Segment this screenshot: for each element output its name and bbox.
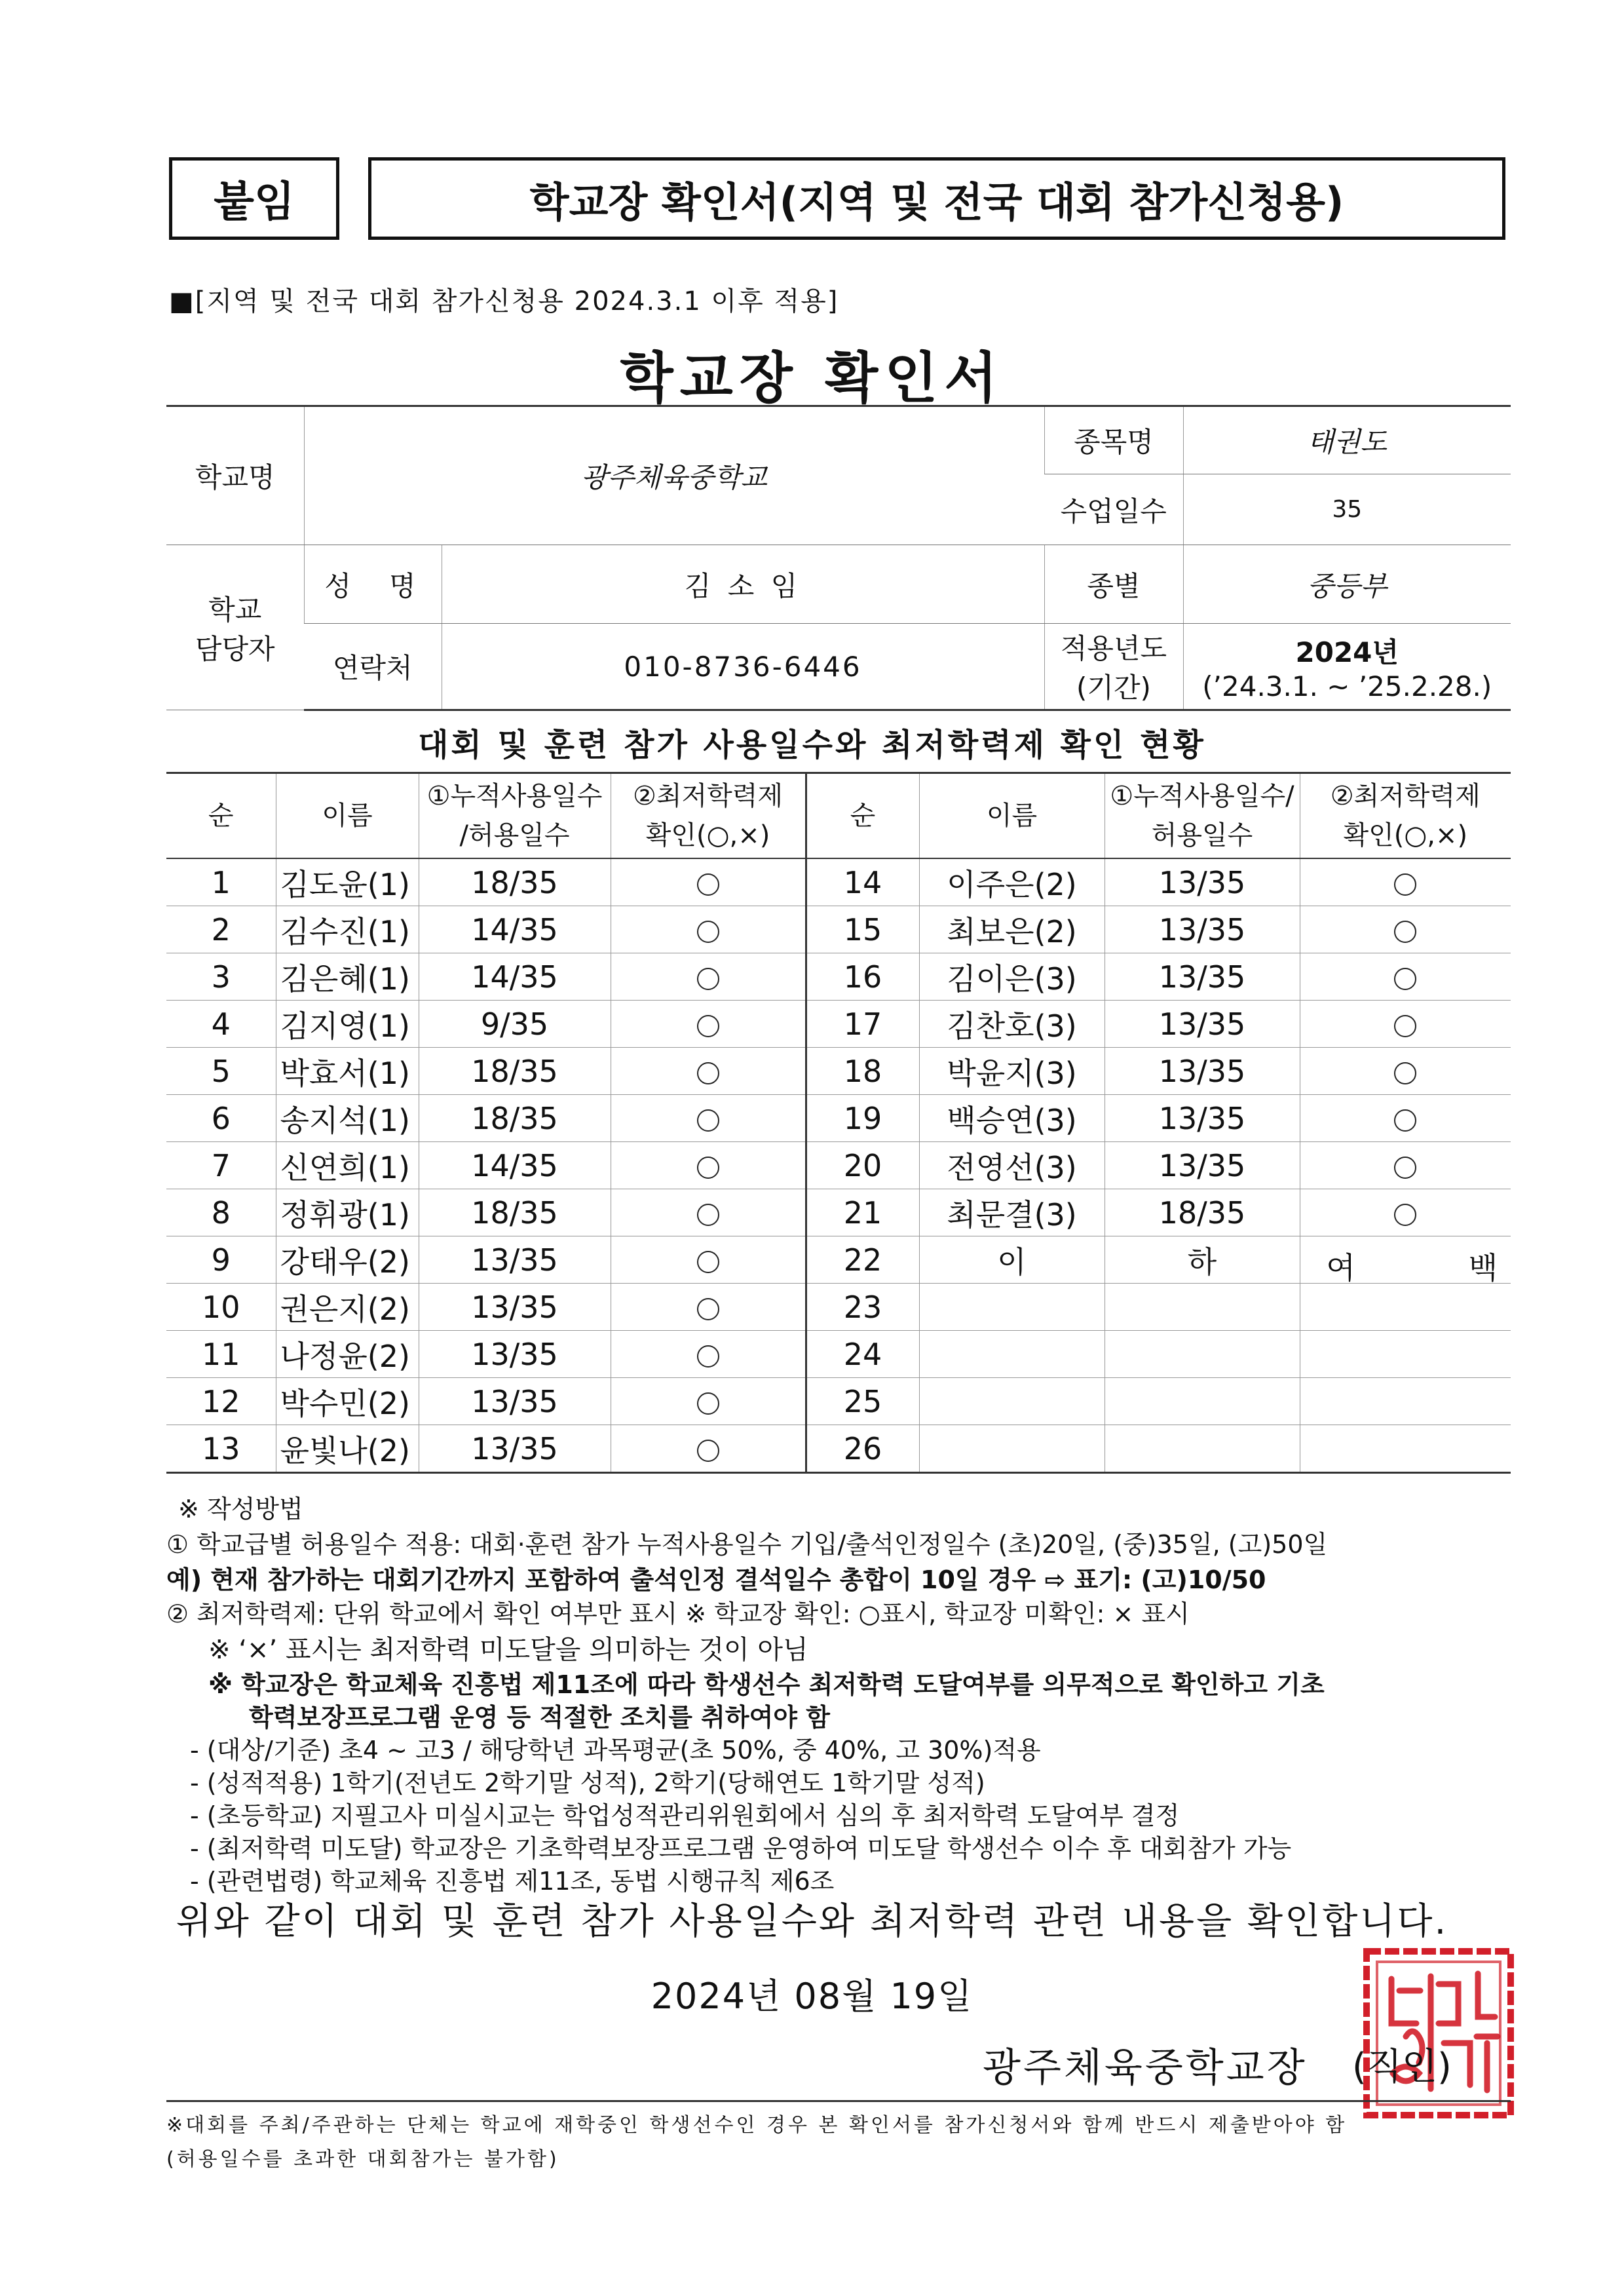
student-name (919, 1425, 1105, 1473)
confirmation-sentence: 위와 같이 대회 및 훈련 참가 사용일수와 최저학력 관련 내용을 확인합니다. (176, 1900, 1448, 1943)
confirmed-circle-icon (697, 1204, 719, 1226)
school-info-table (166, 405, 1511, 711)
section-heading: 대회 및 훈련 참가 사용일수와 최저학력제 확인 현황 (418, 727, 1206, 763)
col-min-left-line1: ②최저학력제 (632, 781, 784, 811)
confirmed-circle-icon (1394, 921, 1416, 943)
blank-marker (1300, 1236, 1511, 1284)
used-days: 9/35 (419, 1001, 611, 1048)
table-row (166, 953, 1511, 1001)
min-academic-check (611, 1378, 806, 1425)
table-row (166, 1284, 1511, 1331)
col-days-left-line2: /허용일수 (459, 820, 570, 851)
row-no: 18 (806, 1048, 919, 1095)
method-line-11: - (관련법령) 학교체육 진흥법 제11조, 동법 시행규칙 제6조 (190, 1867, 835, 1896)
confirmed-circle-icon (1394, 1157, 1416, 1179)
table-row (166, 1236, 1511, 1284)
method-line-10: - (최저학력 미도달) 학교장은 기초학력보장프로그램 운영하여 미도달 학생선수 이수 후 대회참가 가능 (190, 1834, 1292, 1863)
student-name: 최보은(2) (919, 906, 1105, 953)
row-no: 8 (166, 1189, 276, 1236)
contact-value: 010-8736-6446 (442, 624, 1044, 710)
min-academic-check (1300, 1048, 1511, 1095)
apply-year-label (1044, 624, 1183, 710)
col-no-left: 순 (166, 773, 276, 859)
official-seal-icon (1360, 1945, 1517, 2122)
student-name: 김도윤(1) (276, 858, 419, 906)
manager-label-line1: 학교 (208, 593, 262, 626)
min-academic-check (1300, 1284, 1511, 1331)
student-name: 박윤지(3) (919, 1048, 1105, 1095)
used-days: 18/35 (419, 1095, 611, 1142)
apply-year-label-line2: (기간) (1076, 672, 1151, 704)
school-name-value: 광주체육중학교 (304, 406, 1044, 545)
confirmed-circle-icon (697, 1157, 719, 1179)
footer-note: ※대회를 주최/주관하는 단체는 학교에 재학중인 학생선수인 경우 본 확인서를 참가신청서와 함께 반드시 제출받아야 함 (166, 2114, 1348, 2137)
method-line-2: 예) 현재 참가하는 대회기간까지 포함하여 출석인정 결석일수 총합이 10일 경우 ⇨ 표기: (고)10/50 (166, 1565, 1266, 1594)
footer-divider (166, 2100, 1511, 2102)
student-name: 박수민(2) (276, 1378, 419, 1425)
blank-marker: 하 (1105, 1236, 1300, 1284)
applicability-note: ■[지역 및 전국 대회 참가신청용 2024.3.1 이후 적용] (169, 286, 839, 316)
method-line-7: - (대상/기준) 초4 ~ 고3 / 해당학년 과목평균(초 50%, 중 40%, 고 30%)적용 (190, 1736, 1041, 1765)
confirmed-circle-icon (1394, 1062, 1416, 1084)
row-no: 13 (166, 1425, 276, 1473)
col-days-right-line1: ①누적사용일수/ (1110, 781, 1294, 811)
blank-marker-d: 백 (1468, 1250, 1498, 1286)
min-academic-check (611, 1425, 806, 1473)
confirmed-circle-icon (697, 1015, 719, 1037)
blank-marker: 이 (919, 1236, 1105, 1284)
confirmed-circle-icon (697, 873, 719, 896)
document-title: 학교장 확인서 (620, 346, 1004, 410)
min-academic-check (1300, 1095, 1511, 1142)
division-value: 중등부 (1183, 545, 1511, 624)
row-no: 11 (166, 1331, 276, 1378)
min-academic-check (611, 1095, 806, 1142)
row-no: 4 (166, 1001, 276, 1048)
min-academic-check (1300, 1142, 1511, 1189)
row-no: 26 (806, 1425, 919, 1473)
seal-placeholder: (직인) (1352, 2046, 1452, 2088)
student-name: 김수진(1) (276, 906, 419, 953)
used-days: 14/35 (419, 953, 611, 1001)
used-days (1105, 1378, 1300, 1425)
row-no: 15 (806, 906, 919, 953)
method-line-8: - (성적적용) 1학기(전년도 2학기말 성적), 2학기(당해연도 1학기말 성적) (190, 1769, 985, 1797)
used-days: 13/35 (1105, 1001, 1300, 1048)
used-days: 13/35 (419, 1425, 611, 1473)
attachment-tag (169, 157, 339, 240)
row-no: 14 (806, 858, 919, 906)
row-no: 2 (166, 906, 276, 953)
used-days: 13/35 (1105, 1142, 1300, 1189)
row-no: 17 (806, 1001, 919, 1048)
confirmed-circle-icon (697, 921, 719, 943)
row-no: 9 (166, 1236, 276, 1284)
confirmed-circle-icon (697, 1251, 719, 1273)
student-name: 정휘광(1) (276, 1189, 419, 1236)
col-min-right (1300, 773, 1511, 859)
confirmed-circle-icon (697, 1062, 719, 1084)
confirmed-circle-icon (1394, 1109, 1416, 1132)
confirmed-circle-icon (697, 1345, 719, 1368)
min-academic-check (611, 953, 806, 1001)
used-days: 18/35 (419, 1048, 611, 1095)
apply-year-value-line1: 2024년 (1295, 636, 1399, 668)
col-days-right (1105, 773, 1300, 859)
contact-label: 연락처 (304, 624, 442, 710)
min-academic-check (1300, 906, 1511, 953)
class-days-label: 수업일수 (1044, 474, 1183, 545)
col-name-right: 이름 (919, 773, 1105, 859)
col-days-right-line2: 허용일수 (1151, 820, 1253, 851)
student-name: 권은지(2) (276, 1284, 419, 1331)
table-row (166, 1095, 1511, 1142)
min-academic-check (611, 1048, 806, 1095)
row-no: 22 (806, 1236, 919, 1284)
used-days: 14/35 (419, 906, 611, 953)
attachment-title (368, 157, 1505, 240)
min-academic-check (611, 1189, 806, 1236)
method-line-4: ※ ‘×’ 표시는 최저학력 미도달을 의미하는 것이 아님 (208, 1635, 808, 1665)
min-academic-check (1300, 1378, 1511, 1425)
min-academic-check (1300, 1001, 1511, 1048)
class-days-value: 35 (1183, 474, 1511, 545)
table-row (166, 858, 1511, 906)
principal-title: 광주체육중학교장 (983, 2045, 1308, 2091)
manager-name-value: 김 소 임 (442, 545, 1044, 624)
used-days: 13/35 (1105, 858, 1300, 906)
student-name: 박효서(1) (276, 1048, 419, 1095)
row-no: 19 (806, 1095, 919, 1142)
confirmed-circle-icon (1394, 1015, 1416, 1037)
sport-label: 종목명 (1044, 406, 1183, 474)
row-no: 16 (806, 953, 919, 1001)
col-no-right: 순 (806, 773, 919, 859)
row-no: 3 (166, 953, 276, 1001)
min-academic-check (611, 906, 806, 953)
col-name-left: 이름 (276, 773, 419, 859)
student-name: 최문결(3) (919, 1189, 1105, 1236)
used-days: 13/35 (1105, 906, 1300, 953)
student-name: 김은혜(1) (276, 953, 419, 1001)
used-days (1105, 1331, 1300, 1378)
student-name (919, 1331, 1105, 1378)
document-date: 2024년 08월 19일 (651, 1976, 973, 2017)
attachment-tag-label: 붙임 (214, 178, 295, 227)
confirmed-circle-icon (1394, 873, 1416, 896)
used-days: 14/35 (419, 1142, 611, 1189)
min-academic-check (611, 1236, 806, 1284)
manager-name-label: 성 명 (304, 545, 442, 624)
student-name (919, 1284, 1105, 1331)
attachment-title-label: 학교장 확인서(지역 및 전국 대회 참가신청용) (529, 178, 1344, 226)
min-academic-check (611, 1331, 806, 1378)
apply-year-value (1183, 624, 1511, 710)
min-academic-check (1300, 1331, 1511, 1378)
student-name: 강태우(2) (276, 1236, 419, 1284)
student-name: 전영선(3) (919, 1142, 1105, 1189)
used-days (1105, 1425, 1300, 1473)
used-days: 13/35 (419, 1236, 611, 1284)
confirmed-circle-icon (697, 1440, 719, 1462)
table-row (166, 1048, 1511, 1095)
table-row (166, 1189, 1511, 1236)
used-days: 18/35 (419, 858, 611, 906)
footer-note-2: (허용일수를 초과한 대회참가는 불가함) (166, 2148, 559, 2171)
method-line-9: - (초등학교) 지필고사 미실시교는 학업성적관리위원회에서 심의 후 최저학력 도달여부 결정 (190, 1801, 1180, 1830)
student-name: 윤빛나(2) (276, 1425, 419, 1473)
manager-label-line2: 담당자 (195, 632, 275, 665)
min-academic-check (611, 1284, 806, 1331)
col-days-left (419, 773, 611, 859)
method-line-3: ② 최저학력제: 단위 학교에서 확인 여부만 표시 ※ 학교장 확인: ○표시, 학교장 미확인: × 표시 (166, 1599, 1190, 1628)
row-no: 24 (806, 1331, 919, 1378)
method-line-6: 학력보장프로그램 운영 등 적절한 조치를 취하여야 함 (249, 1703, 830, 1732)
participants-table (166, 772, 1511, 1474)
used-days: 13/35 (1105, 1048, 1300, 1095)
used-days: 18/35 (1105, 1189, 1300, 1236)
used-days: 13/35 (419, 1378, 611, 1425)
student-name: 나정윤(2) (276, 1331, 419, 1378)
col-min-left (611, 773, 806, 859)
student-name: 송지석(1) (276, 1095, 419, 1142)
min-academic-check (1300, 953, 1511, 1001)
method-line-1: ① 학교급별 허용일수 적용: 대회·훈련 참가 누적사용일수 기입/출석인정일수 (초)20일, (중)35일, (고)50일 (166, 1530, 1328, 1559)
method-line-5: ※ 학교장은 학교체육 진흥법 제11조에 따라 학생선수 최저학력 도달여부를 의무적으로 확인하고 기초 (208, 1670, 1325, 1699)
confirmed-circle-icon (1394, 1204, 1416, 1226)
apply-year-value-line2: (’24.3.1. ~ ’25.2.28.) (1202, 670, 1492, 702)
confirmed-circle-icon (697, 1392, 719, 1415)
school-name-label: 학교명 (166, 406, 304, 545)
student-name: 이주은(2) (919, 858, 1105, 906)
used-days: 13/35 (1105, 953, 1300, 1001)
row-no: 20 (806, 1142, 919, 1189)
min-academic-check (611, 1001, 806, 1048)
row-no: 25 (806, 1378, 919, 1425)
col-min-left-line2: 확인(○,×) (645, 820, 770, 851)
table-row (166, 1001, 1511, 1048)
row-no: 10 (166, 1284, 276, 1331)
school-manager-label (166, 545, 304, 710)
blank-marker-c: 여 (1326, 1250, 1355, 1286)
table-row (166, 1331, 1511, 1378)
student-name: 김찬호(3) (919, 1001, 1105, 1048)
student-name: 백승연(3) (919, 1095, 1105, 1142)
sport-value: 태권도 (1183, 406, 1511, 474)
min-academic-check (1300, 1425, 1511, 1473)
row-no: 5 (166, 1048, 276, 1095)
min-academic-check (611, 858, 806, 906)
table-row (166, 906, 1511, 953)
confirmed-circle-icon (697, 1298, 719, 1320)
table-row (166, 1378, 1511, 1425)
confirmed-circle-icon (697, 1109, 719, 1132)
table-row (166, 1142, 1511, 1189)
min-academic-check (611, 1142, 806, 1189)
used-days (1105, 1284, 1300, 1331)
row-no: 23 (806, 1284, 919, 1331)
row-no: 7 (166, 1142, 276, 1189)
student-name: 김이은(3) (919, 953, 1105, 1001)
confirmed-circle-icon (697, 968, 719, 990)
confirmed-circle-icon (1394, 968, 1416, 990)
used-days: 13/35 (1105, 1095, 1300, 1142)
student-name (919, 1378, 1105, 1425)
used-days: 13/35 (419, 1331, 611, 1378)
used-days: 13/35 (419, 1284, 611, 1331)
apply-year-label-line1: 적용년도 (1060, 632, 1167, 664)
col-days-left-line1: ①누적사용일수 (426, 781, 603, 811)
col-min-right-line1: ②최저학력제 (1330, 781, 1481, 811)
row-no: 6 (166, 1095, 276, 1142)
row-no: 12 (166, 1378, 276, 1425)
method-heading: ※ 작성방법 (178, 1495, 303, 1523)
row-no: 21 (806, 1189, 919, 1236)
min-academic-check (1300, 858, 1511, 906)
student-name: 김지영(1) (276, 1001, 419, 1048)
row-no: 1 (166, 858, 276, 906)
min-academic-check (1300, 1189, 1511, 1236)
student-name: 신연희(1) (276, 1142, 419, 1189)
division-label: 종별 (1044, 545, 1183, 624)
used-days: 18/35 (419, 1189, 611, 1236)
table-row (166, 1425, 1511, 1473)
col-min-right-line2: 확인(○,×) (1343, 820, 1468, 851)
